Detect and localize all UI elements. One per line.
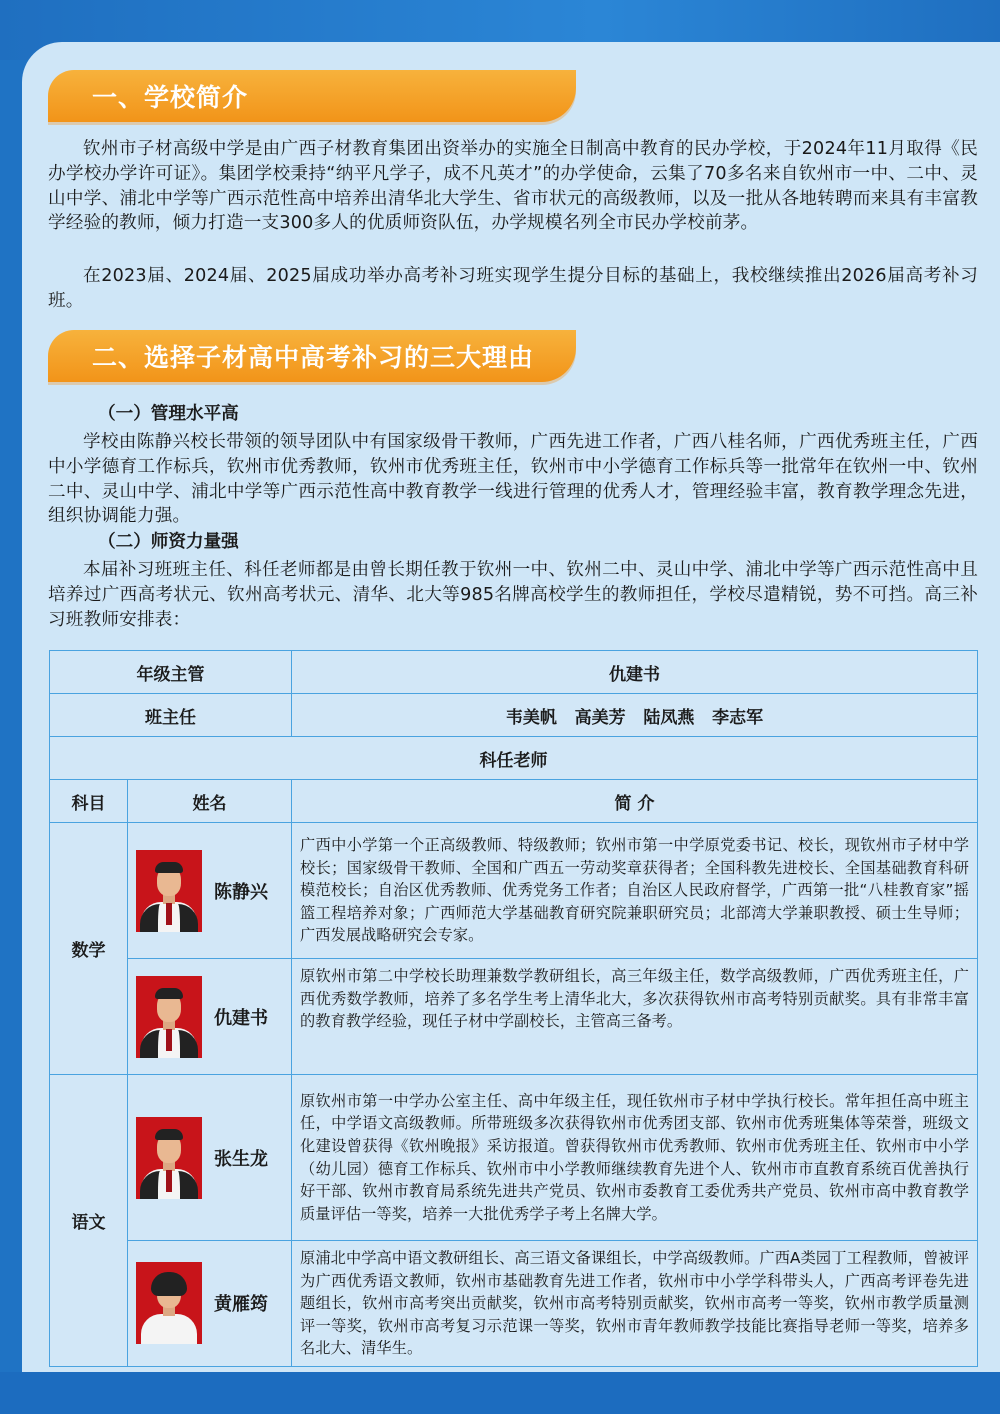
column-subject: 科目 [50,780,128,823]
table-row [50,823,978,959]
teacher-name: 陈静兴 [214,881,268,903]
grade-supervisor-value: 仇建书 [292,651,978,694]
teacher-arrangement-table [49,650,978,1367]
teacher-name-cell [128,823,292,959]
teacher-name: 张生龙 [214,1148,268,1170]
section-2-paragraph-2: 本届补习班班主任、科任老师都是由曾长期任教于钦州一中、钦州二中、灵山中学、浦北中学等广西示范性高中且培养过广西高考状元、钦州高考状元、清华、北大等985名牌高校学生的教师担任，学校尽遣精锐，势不可挡。高三补习班教师安排表： [48,560,978,630]
bottom-band [0,1372,1000,1414]
section-1-paragraph-1: 钦州市子材高级中学是由广西子材教育集团出资举办的实施全日制高中教育的民办学校，于2024年11月取得《民办学校办学许可证》。集团学校秉持“纳平凡学子，成不凡英才”的办学使命，云集了70多名来自钦州市一中、二中、灵山中学、浦北中学等广西示范性高中培养出清华北大学生、省市状元的高级教师，以及一批从各地转聘而来具有丰富教学经验的教师，倾力打造一支300多人的优质师资队伍，办学规模名列全市民办学校前茅。 [48,139,978,234]
teacher-photo [136,976,202,1058]
table-row [50,1241,978,1367]
teacher-name: 仇建书 [214,1007,268,1029]
subject-chinese: 语文 [50,1075,128,1367]
teacher-name: 黄雁筠 [214,1294,268,1316]
teacher-photo [136,850,202,932]
teacher-intro: 原钦州市第二中学校长助理兼数学教研组长，高三年级主任，数学高级教师，广西优秀班主任，广西优秀数学教师，培养了多名学生考上清华北大，多次获得钦州市高考特别贡献奖。具有非常丰富的教育教学经验，现任子材中学副校长，主管高三备考。 [292,959,978,1075]
subject-teachers-header: 科任老师 [50,737,978,780]
section-2-paragraph-1: 学校由陈静兴校长带领的领导团队中有国家级骨干教师，广西先进工作者，广西八桂名师，广西优秀班主任，广西中小学德育工作标兵，钦州市优秀教师，钦州市优秀班主任，钦州市中小学德育工作标兵等一批常年在钦州一中、钦州二中、灵山中学、浦北中学等广西示范性高中教育教学一线进行管理的优秀人才，管理经验丰富，教育教学理念先进，组织协调能力强。 [48,432,978,527]
table-row [50,959,978,1075]
head-teacher-value: 韦美帆 高美芳 陆凤燕 李志军 [292,694,978,737]
head-teacher-label: 班主任 [50,694,292,737]
column-name: 姓名 [128,780,292,823]
section-1-header [48,70,576,122]
subheading-management: （一）管理水平高 [98,404,239,424]
teacher-name-cell [128,1075,292,1241]
teacher-intro: 原钦州市第一中学办公室主任、高中年级主任，现任钦州市子材中学执行校长。常年担任高中班主任，中学语文高级教师。所带班级多次获得钦州市优秀团支部、钦州市优秀班集体等荣誉，班级文化建设曾获得《钦州晚报》采访报道。曾获得钦州市优秀教师、钦州市优秀班主任、钦州市中小学（幼儿园）德育工作标兵、钦州市中小学教师继续教育先进个人、钦州市市直教育系统百优善执行好干部、钦州市教育局系统先进共产党员、钦州市委教育工委优秀共产党员、钦州市高中教育教学质量评估一等奖，培养一大批优秀学子考上名牌大学。 [292,1075,978,1241]
section-1-paragraph-2: 在2023届、2024届、2025届成功举办高考补习班实现学生提分目标的基础上，我校继续推出2026届高考补习班。 [48,266,978,311]
teacher-photo [136,1262,202,1344]
teacher-intro: 原浦北中学高中语文教研组长、高三语文备课组长，中学高级教师。广西A类园丁工程教师，曾被评为广西优秀语文教师，钦州市基础教育先进工作者，钦州市中小学学科带头人，广西高考评卷先进题组长，钦州市高考突出贡献奖，钦州市高考特别贡献奖，钦州市高考一等奖，钦州市教学质量测评一等奖，钦州市高考复习示范课一等奖，钦州市青年教师教学技能比赛指导老师一等奖，培养多名北大、清华生。 [292,1241,978,1367]
teacher-intro: 广西中小学第一个正高级教师、特级教师；钦州市第一中学原党委书记、校长，现钦州市子材中学校长；国家级骨干教师、全国和广西五一劳动奖章获得者；全国科教先进校长、全国基础教育科研模范校长；自治区优秀教师、优秀党务工作者；自治区人民政府督学，广西第一批“八桂教育家”摇篮工程培养对象；广西师范大学基础教育研究院兼职研究员；北部湾大学兼职教授、硕士生导师；广西发展战略研究会专家。 [292,823,978,959]
section-1-title: 一、学校简介 [92,83,249,112]
section-2-header [48,330,576,382]
grade-supervisor-label: 年级主管 [50,651,292,694]
subheading-faculty: （二）师资力量强 [98,532,239,552]
teacher-name-cell [128,1241,292,1367]
column-intro: 简 介 [292,780,978,823]
teacher-name-cell [128,959,292,1075]
table-row [50,1075,978,1241]
subject-math: 数学 [50,823,128,1075]
teacher-photo [136,1117,202,1199]
section-2-title: 二、选择子材高中高考补习的三大理由 [92,343,535,372]
